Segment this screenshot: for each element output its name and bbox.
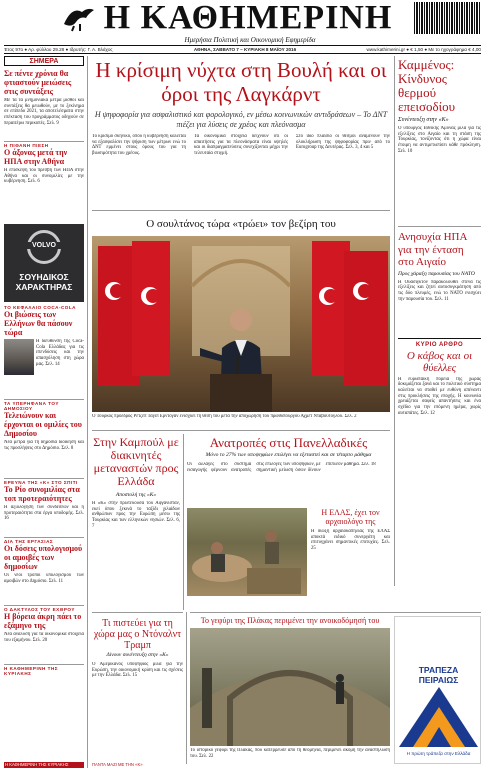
footer-right: ΠΑΝΤΑ ΜΑΖΙ ΜΕ ΤΗΝ «Κ»	[92, 762, 143, 767]
kabul-sub: Αποστολή της «Κ»	[115, 492, 157, 498]
main-text-col3: Στο ίδιο πλαίσιο οι θεσμοί αναμένουν την ολοκλήρωση της ψηφοφορίας πριν από το Eurogroup της Δευτέρας. Σελ. 3, 4 και 5	[296, 134, 390, 151]
kabul-headline[interactable]: Στην Καμπούλ με διακινητές μεταναστών προς Ελλάδα	[93, 435, 179, 488]
trump-text: Ο Αμερικανός υποψήφιος μιλά για την Ευρώπη, την οικονομική κρίση και τις σχέσεις με την Ελλάδα. Σελ. 15	[92, 662, 183, 679]
left-item4-head[interactable]: Τελειώνουν και έρχονται οι ομιλίες του Δημοσίου	[4, 411, 82, 438]
bridge-rule	[190, 612, 481, 613]
right-rule2	[398, 338, 481, 339]
photo-headline[interactable]: Ο σουλτάνος τώρα «τρώει» τον βεζίρη του	[146, 218, 336, 230]
mid-rule	[92, 430, 390, 431]
left-item5-text: Η αξιολόγηση των συνδέσεων και η προτεραιότητα στα έργα υποδομής. Σελ. 16	[4, 505, 84, 522]
section-today: ΣΗΜΕΡΑ	[4, 56, 84, 66]
kabul-text: Η «Κ» στην πρωτεύουσα του Αφγανιστάν, εκεί όπου ξεκινά το ταξίδι χιλιάδων ανθρώπων προς την Ευρώπη μέσω της Τουρκίας και των ελληνικών νησιών. Σελ. 6, 7	[92, 501, 180, 529]
footer-left: Η ΚΑΘΗΜΕΡΙΝΗ ΤΗΣ ΚΥΡΙΑΚΗΣ	[5, 762, 69, 767]
archaeology-photo[interactable]	[187, 508, 307, 596]
right-text2: Η Ουάσιγκτον παρακολουθεί στενά τις εξελίξεις και ζητεί αυτοσυγκράτηση από τις δύο πλευρές, ενώ το ΝΑΤΟ ενισχύει την παρουσία του. Σελ. 11	[398, 279, 481, 302]
volvo-ad[interactable]	[4, 224, 84, 302]
trump-sub: Δίνουν συνέντευξη στην «Κ»	[106, 652, 169, 658]
masthead-info-right: www.kathimerini.gr ● € 1,50 ● Με το ηχογράφημα € 4,00	[366, 47, 481, 52]
archaeology-info	[311, 508, 390, 606]
left-item2-text: Η επίσκεψη του πρέσβη των ΗΠΑ στην Αθήνα και οι συνομιλίες με την κυβέρνηση. Σελ. 6	[4, 168, 84, 185]
piraeus-bank-ad[interactable]	[394, 616, 481, 764]
left-item4-text: Νέα μέτρα για τη δημόσια διοίκηση και τις προσλήψεις στο Δημόσιο. Σελ. 8	[4, 440, 84, 451]
left-item5-section: ΕΡΕΥΝΑ ΤΗΣ «Κ» ΣΤΟ ΣΠΙΤΙ	[4, 478, 84, 485]
left-item7-section: Ο ΔΑΚΤΥΛΟΣ ΤΟΥ ΕΧΘΡΟΥ	[4, 605, 84, 612]
left-item8-section: Η ΚΑΘΗΜΕΡΙΝΗ ΤΗΣ ΚΥΡΙΑΚΗΣ	[4, 664, 84, 676]
left-item6-head[interactable]: Οι δόσεις υπολογισμού οι αμοιβές των δημοσίων	[4, 544, 83, 571]
main-photo[interactable]	[92, 236, 390, 412]
main-text-col1: Το κρίσιμο σκηνικό, όπου η κυβέρνηση καλείται να εξασφαλίσει την ψήφιση των μέτρων ενώ το ΔΝΤ εμμένει στους όρους του για τη βιωσιμότητα του χρέους.	[92, 134, 186, 157]
right-text3: Η ευρωπαϊκή πορεία της χώρας δοκιμάζεται ξανά και το πολιτικό σύστημα καλείται να σταθεί με ευθύνη απέναντι στις προκλήσεις της εποχής. Η κοινωνία χρειάζεται σαφείς απαντήσεις και ένα σχέδιο για την επόμενη ημέρα, χωρίς αυταπάτες. Σελ. 12	[398, 376, 481, 416]
left-item1-head[interactable]: Σε πέντε χρόνια θα φτιαστούν μειώσεις στις συντάξεις	[4, 69, 72, 96]
volvo-slogan: ΣΟΥΗΔΙΚΟΣ ΧΑΡΑΚΤΗΡΑΣ	[15, 272, 73, 292]
left-column-separator	[87, 56, 88, 768]
left-item7-head[interactable]: Η βόρεια άκρη πάει το εξάμηνο της	[4, 612, 82, 630]
masthead-subtitle: Ημερήσια Πολιτική και Οικονομική Εφημερίδα	[184, 36, 316, 44]
left-item3-text: Η διεύθυνση της Coca-Cola Ελλάδας για τις επενδύσεις και την απασχόληση στη χώρα μας. Σελ. 14	[36, 339, 84, 367]
left-item3-head[interactable]: Οι βιώσεις των Ελλήνων θα πάσουν τώρα	[4, 310, 73, 337]
main-photo-scene	[92, 236, 390, 412]
left-column	[4, 56, 84, 768]
kabul-separator	[183, 434, 184, 610]
main-photo-caption: Ο Τούρκος πρόεδρος Ρετζέπ Ταγίπ Ερντογάν ενισχύει τη θέση του μετά την αποχώρηση του πρωθυπουργού Αχμέτ Νταβούτογλου. Σελ. 2	[92, 414, 357, 419]
left-item2-head[interactable]: Ο άξονας μετά την ΗΠΑ στην Αθήνα	[4, 148, 68, 166]
exams-headline[interactable]: Ανατροπές στις Πανελλαδικές	[209, 435, 368, 450]
left-item3-text-more	[4, 375, 84, 397]
left-item4-section: ΤΑ ΥΠΕΡΗΦΑΝΑ ΤΟΥ ΔΗΜΟΣΙΟΥ	[4, 399, 84, 411]
bank-name: ΤΡΑΠΕΖΑ ΠΕΙΡΑΙΩΣ	[418, 665, 459, 685]
bridge-caption: Το ιστορικό γεφύρι της Πλάκας, που κατέρρευσε από τη θεομηνία, περιμένει ακόμη την αναστήλωσή του. Σελ. 22	[190, 748, 390, 759]
left-item6-section: ΔΙΑ ΤΗΣ ΕΡΓΑΣΙΑΣ	[4, 537, 84, 544]
masthead-title: Η ΚΑΘΗΜΕΡΙΝΗ	[103, 0, 393, 36]
left-item5-head[interactable]: Το Ρίο συνομιλίας στα τοπ προτεραιότητες	[4, 485, 80, 503]
right-sub1: Συνέντευξη στην «Κ»	[398, 117, 449, 123]
bank-slogan: Η πρώτη τράπεζα στην Ελλάδα	[406, 751, 471, 756]
bank-logo-icon	[399, 687, 478, 747]
bridge-scene	[190, 628, 390, 746]
right-section3: ΚΥΡΙΟ ΑΡΘΡΟ	[415, 341, 464, 348]
left-item3-section: ΤΟ ΚΕΦΑΛΑΙΟ COCA-COLA	[4, 305, 76, 310]
left-item2-section: Η ΠΙΘΑΝΗ ΠΙΕΣΗ	[4, 141, 84, 148]
right-head3[interactable]: Ο κάβος και οι θύελλες	[406, 349, 473, 374]
exams-sub: Μόνο το 27% των υποψηφίων επιλέγει να εξεταστεί και σε τέταρτο μάθημα	[205, 452, 372, 458]
bridge-photo[interactable]	[190, 628, 390, 746]
masthead-rule	[4, 45, 481, 46]
bridge-headline[interactable]: Το γεφύρι της Πλάκας περιμένει την ανοικοδόμησή του	[200, 616, 380, 625]
archaeology-scene	[187, 508, 307, 596]
right-text1: Ο υπουργός Εθνικής Άμυνας μιλά για τις εξελίξεις στο Αιγαίο και τη στάση της Τουρκίας, τονίζοντας ότι η χώρα είναι έτοιμη να αντιμετωπίσει κάθε πρόκληση. Σελ. 10	[398, 126, 481, 154]
volvo-brand: VOLVO	[26, 242, 62, 249]
portrait-photo	[4, 339, 34, 375]
right-head1[interactable]: Καμμένος: Κίνδυνος θερμού επεισοδίου	[398, 57, 456, 114]
masthead	[0, 0, 485, 54]
left-item6-text: Οι νέοι τρόποι υπολογισμού των αμοιβών στο Δημόσιο. Σελ. 11	[4, 573, 84, 584]
masthead-info-left: Έτος 97ο ● Αρ. φύλλου 29.28 ● Ιδρυτής: Γ. Α. Βλάχος	[4, 47, 113, 52]
masthead-logo-icon	[62, 4, 96, 32]
left-item1-text: Με τα τα μνημονιακά μέτρα μισθοί και συντάξεις θα μειωθούν, με το ξεκίνημα σε επίπεδο 2021, τα αποτελέσματα στην επέκταση του προγράμματος οδηγούν σε περαιτέρω περικοπές. Σελ. 9	[4, 98, 84, 126]
left-item7-text: Νέα ανάλυση για τα οικονομικά στοιχεία του εξαμήνου. Σελ. 20	[4, 632, 84, 643]
right-head2[interactable]: Ανησυχία ΗΠΑ για την ένταση στο Αιγαίο	[398, 231, 467, 268]
trump-headline[interactable]: Τι πιστεύει για τη χώρα μας ο Ντόναλντ Τραμπ	[93, 618, 182, 651]
trump-rule	[92, 612, 183, 613]
right-column-separator	[394, 56, 395, 586]
masthead-rule-bottom	[4, 53, 481, 54]
masthead-date: ΑΘΗΝΑ, ΣΑΒΒΑΤΟ 7 – ΚΥΡΙΑΚΗ 8 ΜΑΪΟΥ 2016	[193, 47, 297, 52]
archaeology-text: Η δίωξη αρχαιοκαπηλίας της ΕΛΑΣ αποκτά ειδικό συνεργάτη και επιτυγχάνει σημαντικές επιτυχίες. Σελ. 25	[311, 529, 390, 552]
main-headline[interactable]: Η κρίσιμη νύχτα στη Βουλή και οι όροι της Λαγκάρντ	[95, 58, 387, 106]
right-column	[398, 58, 481, 586]
archaeology-headline[interactable]: Η ΕΛΑΣ, έχει τον αρχαιολόγο της	[321, 508, 380, 526]
main-subhead: Η ψηφοφορία για ασφαλιστικό και φορολογικό, εν μέσω κοινωνικών αντιδράσεων – Το ΔΝΤ πιέζει για λύσεις σε χρέος και πλεόνασμα	[94, 110, 388, 129]
barcode	[414, 2, 480, 34]
main-text-col2: Τα οικονομικά στοιχεία δείχνουν ότι οι απαιτήσεις για τα πλεονάσματα είναι υψηλές και οι διαπραγματεύσεις συνεχίζονται μέχρι την τελευταία στιγμή.	[194, 134, 288, 157]
trump-separator	[186, 612, 187, 764]
photo-headline-rule	[92, 210, 390, 211]
exams-text: Οι αλλαγές στο σύστημα εισαγωγής φέρνουν ανατροπές στις επιλογές των υποψηφίων, με σημαντική μείωση όσων δίνουν επιπλέον μάθημα. Σελ. 18	[187, 462, 376, 473]
right-rule1	[398, 226, 481, 227]
right-sub2: Προς χάραξη παρουσίας του ΝΑΤΟ	[398, 270, 475, 277]
